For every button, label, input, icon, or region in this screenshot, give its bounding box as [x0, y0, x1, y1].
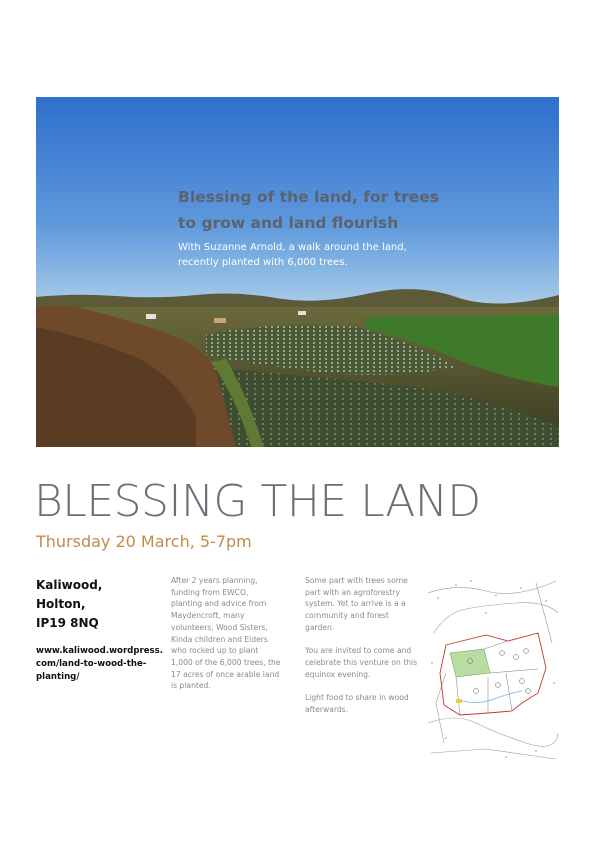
column-1-line: Maydencroft, many: [171, 611, 245, 621]
column-1-line: After 2 years planning,: [171, 576, 258, 585]
column-1-line: 17 acres of once arable land: [171, 669, 280, 679]
column-2-line: afterwards.: [305, 704, 349, 714]
website-link[interactable]: [36, 645, 166, 684]
paragraph-gap: [305, 680, 425, 692]
site-map: [426, 573, 560, 765]
venue-address: [36, 576, 166, 633]
website-line-3: planting/: [36, 672, 80, 682]
column-2-line: You are invited to come and: [305, 646, 412, 656]
address-line-1: Kaliwood,: [36, 578, 103, 592]
address-line-2: Holton,: [36, 597, 86, 611]
column-2-line: system. Yet to arrive is a a: [305, 599, 406, 609]
photo-subheadline: [178, 240, 478, 270]
photo-headline-line-1: Blessing of the land, for trees: [178, 188, 439, 206]
column-1-line: who rocked up to plant: [171, 646, 259, 656]
photo-subheadline-line-2: recently planted with 6,000 trees.: [178, 257, 348, 268]
address-line-3: IP19 8NQ: [36, 616, 99, 630]
column-2-line: Light food to share in wood: [305, 693, 409, 702]
body-column-1: [171, 575, 296, 692]
website-line-2: com/land-to-wood-the-: [36, 659, 147, 669]
aerial-photo: [36, 97, 559, 447]
column-2-line: part with an agroforestry: [305, 587, 400, 597]
photo-headline-line-2: to grow and land flourish: [178, 214, 399, 232]
column-1-line: Kinda children and Elders: [171, 634, 268, 644]
column-2-line: Some part with trees some: [305, 576, 408, 585]
photo-headline: [178, 184, 478, 236]
aerial-landscape-image: [36, 97, 559, 447]
column-1-line: 1,000 of the 6,000 trees, the: [171, 657, 281, 667]
body-column-2: [305, 575, 425, 715]
paragraph-gap: [305, 634, 425, 646]
column-2-line: garden.: [305, 622, 335, 632]
column-1-line: planting and advice from: [171, 599, 267, 609]
website-line-1: www.kaliwood.wordpress.: [36, 646, 164, 656]
column-2-line: equinox evening.: [305, 669, 371, 679]
photo-subheadline-line-1: With Suzanne Arnold, a walk around the land,: [178, 242, 407, 253]
column-1-line: funding from EWCO,: [171, 587, 249, 597]
column-1-line: is planted.: [171, 681, 211, 691]
column-1-line: volunteers, Wood Sisters,: [171, 622, 268, 632]
event-date: Thursday 20 March, 5-7pm: [36, 532, 252, 551]
column-2-line: celebrate this venture on this: [305, 657, 418, 667]
site-plan-drawing: [426, 573, 560, 765]
event-title: BLESSING THE LAND: [34, 476, 481, 527]
column-2-line: community and forest: [305, 611, 389, 621]
